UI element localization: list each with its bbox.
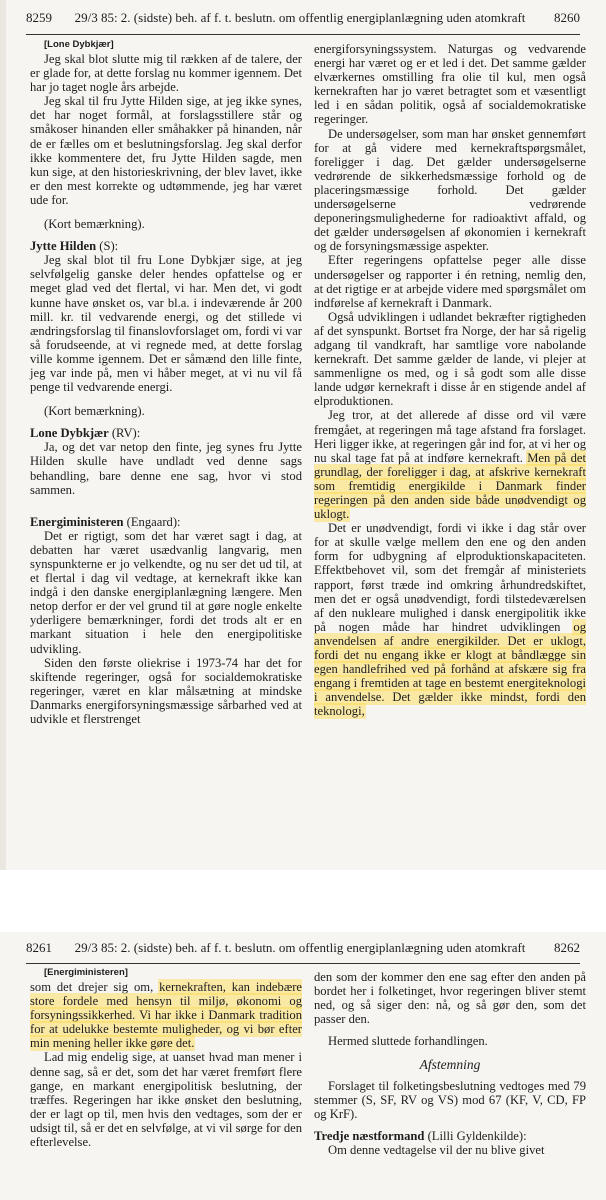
- paragraph: De undersøgelser, som man har ønsket gennemført for at gå videre med kernekraftspørgsmålet, foreligger i dag. Det gælder undersøgelserne vedrørende de sikkerhedsmæssige forhold og de placeringsmæssige forhold. Det gælder undersøgelserne vedrørende deponeringsmulighederne for radioaktivt affald, og det gælder undersøgelsen af økonomien i kernekraft og de forsyningsmæssige aspekter.: [314, 126, 586, 254]
- speaker-heading: Tredje næstformand (Lilli Gyldenkilde):: [314, 1128, 527, 1143]
- speaker-tag: [Energiministeren]: [44, 967, 128, 978]
- paragraph: Forslaget til folketingsbeslutning vedtoges med 79 stemmer (S, SF, RV og VS) mod 67 (KF, V, CD, FP og KrF).: [314, 1078, 586, 1121]
- speaker-heading: Jytte Hilden (S):: [30, 239, 119, 254]
- speaker-heading: Energiministeren (Engaard):: [30, 514, 181, 529]
- paragraph: Også udviklingen i udlandet bekræfter rigtigheden af det synspunkt. Bortset fra Norge, der har så rigelig adgang til vandkraft, har samtlige vore nabolande kernekraft. Det samme gælder de lande, vi plejer at sammenligne os med, og i så godt som alle disse lande udgør kernekraft i disse år en stigende andel af elproduktionen.: [314, 309, 586, 409]
- running-title: 29/3 85: 2. (sidste) beh. af f. t. beslutn. om offentlig energiplanlægning uden atomkraft: [74, 940, 526, 955]
- header-rule: [26, 34, 580, 35]
- right-column: [314, 42, 586, 719]
- section-heading: Afstemning: [419, 1057, 481, 1073]
- highlight-mark: og anvendelsen af andre energikilder. Det er uklogt, fordi det nu engang ikke er klogt at båndlægge sin egen handlefrihed ved på forhånd at afskære sig fra engang i fremtiden at tage en bestemt energiteknologi i anvendelse. Det gælder ikke mindst, fordi den teknologi,: [314, 619, 586, 719]
- closing-line: Hermed sluttede forhandlingen.: [328, 1034, 488, 1049]
- page-number-left: 8259: [26, 10, 52, 25]
- page-edge: [0, 0, 6, 870]
- page-header: [26, 6, 580, 30]
- paragraph: den som der kommer den ene sag efter den anden på bordet her i folketinget, hvor regeringen bliver stemt ned, og så siger den: nå, og så gør den, som det passer den.: [314, 970, 586, 1027]
- speaker-tag: [Lone Dybkjær]: [44, 39, 114, 50]
- paragraph: Siden den første oliekrise i 1973-74 har det for skiftende regeringer, også for socialdemokratiske regeringer, været en klar målsætning at mindske Danmarks energiforsyningsmæssige sårbarhed ved at udvikle et flerstrenget: [30, 655, 302, 727]
- highlight-mark: kernekraften, kan indebære store fordele med hensyn til miljø, økonomi og forsyningssikkerhed. Vi har ikke i Danmark tradition for at udelukke bestemte muligheder, og vi bør efter min mening heller ikke gøre det.: [30, 980, 302, 1051]
- document-page-bottom: [0, 932, 606, 1200]
- paragraph: Ja, og det var netop den finte, jeg synes fru Jytte Hilden skulle have undladt ved denne sags behandling, bare denne ene sag, hvor vi stod sammen.: [30, 440, 302, 497]
- header-rule: [26, 963, 580, 964]
- paragraph: Om denne vedtagelse vil der nu blive givet: [328, 1142, 545, 1157]
- paragraph: Jeg skal blot til fru Lone Dybkjær sige, at jeg selvfølgelig ganske deler hendes opfattelse og er meget glad ved det flertal, vi har. Men det, vi godt kunne have ønsket os, var bl.a. i indeværende år 200 mill. kr. til vedvarende energi, og det stillede vi ændringsforslag til finanslovforslaget om, fordi vi var så forudseende, at vi regnede med, at dette forslag ville komme igennem. Det er såmænd den lille finte, jeg var inde på, men vi håber meget, at vi nu vil få penge til vedvarende energi.: [30, 253, 302, 395]
- running-title: 29/3 85: 2. (sidste) beh. af f. t. beslutn. om offentlig energiplanlægning uden atomkraft: [74, 10, 526, 25]
- highlight-mark: Men på det grundlag, der foreligger i dag, at afskrive kernekraft som fremtidig energikilde i Danmark finder regeringen på den anden side både unødvendigt og uklogt.: [314, 450, 586, 522]
- paragraph: Efter regeringens opfattelse peger alle disse undersøgelser og rapporter i én retning, nemlig den, at det rigtige er at arbejde videre med spørgsmålet om indførelse af kernekraft i Danmark.: [314, 253, 586, 310]
- speaker-heading: Lone Dybkjær (RV):: [30, 426, 141, 441]
- remark: (Kort bemærkning).: [44, 404, 145, 419]
- right-column: [314, 970, 586, 1157]
- paragraph: Lad mig endelig sige, at uanset hvad man mener i denne sag, så er det, som det har været fremført flere gange, en markant energipolitisk beslutning, der træffes. Regeringen har ikke ønsket den beslutning, der er lagt op til, men hvis den vedtages, som der er udsigt til, så er det en selvfølge, at vi vil sørge for den efterlevelse.: [30, 1050, 302, 1150]
- page-header: [26, 936, 580, 960]
- paragraph: Jeg skal til fru Jytte Hilden sige, at jeg ikke synes, det har noget formål, at forslagsstillere står og småkoser hinanden eller småhakker på hinanden, når de er fælles om et beslutningsforslag. Jeg skal derfor ikke kommentere det, fru Jytte Hilden sagde, men kun sige, at den historieskrivning, der blev lavet, ikke er den mest korrekte og udtømmende, jeg har været ude for.: [30, 94, 302, 207]
- paragraph: Det er rigtigt, som det har været sagt i dag, at debatten har været usædvanlig langvarig, men synspunkterne er jo velkendte, og nu ser det ud til, at et flertal i dag vil vedtage, at kernekraft ikke kan indgå i den danske energiplanlægning længere. Men netop derfor er der vel grund til at gøre nogle enkelte yderligere bemærkninger, fordi det trods alt er en markant situation i hele den energipolitiske udvikling.: [30, 528, 302, 656]
- page-gap: [0, 870, 606, 932]
- left-column: [30, 38, 302, 726]
- paragraph: som det drejer sig om, kernekraften, kan indebære store fordele med hensyn til miljø, økonomi og forsyningssikkerhed. Vi har ikke i Danmark tradition for at udelukke bestemte muligheder, og vi bør efter min mening heller ikke gøre det.: [30, 980, 302, 1051]
- page-number-right: 8260: [554, 10, 580, 25]
- page-number-right: 8262: [554, 940, 580, 955]
- paragraph: Jeg skal blot slutte mig til rækken af de talere, der er glade for, at dette forslag nu kommer igennem. Det har jo taget nogle års arbejde.: [30, 52, 302, 95]
- paragraph: energiforsyningssystem. Naturgas og vedvarende energi har været og er et led i det. Det samme gælder elværkernes omstilling fra olie til kul, men også kernekraften har jo været betragtet som et væsentligt led i en sådan politik, også af socialdemokratiske regeringer.: [314, 42, 586, 127]
- left-column: [30, 966, 302, 1149]
- remark: (Kort bemærkning).: [44, 217, 145, 232]
- page-number-left: 8261: [26, 940, 52, 955]
- paragraph: Det er unødvendigt, fordi vi ikke i dag står over for at skulle vælge mellem den ene og den anden form for udbygning af elproduktionskapaciteten. Effektbehovet vil, som det fremgår af ministeriets rapport, først træde ind omkring århundredskiftet, men det er også unødvendigt, fordi tilstedeværelsen af den nukleare mulighed i dansk energipolitik ikke på nogen måde har hindret udviklingen og anvendelsen af andre energikilder. Det er uklogt, fordi det nu engang ikke er klogt at båndlægge sin egen handlefrihed ved på forhånd at afskære sig fra engang i fremtiden at tage en bestemt energiteknologi i anvendelse. Det gælder ikke mindst, fordi den teknologi,: [314, 521, 586, 719]
- paragraph: Jeg tror, at det allerede af disse ord vil være fremgået, at regeringen må tage afstand fra forslaget. Heri ligger ikke, at regeringen går ind for, at vi her og nu skal tage fat på at indføre kernekraft. Men på det grundlag, der foreligger i dag, at afskrive kernekraft som fremtidig energikilde i Danmark finder regeringen på den anden side både unødvendigt og uklogt.: [314, 408, 586, 522]
